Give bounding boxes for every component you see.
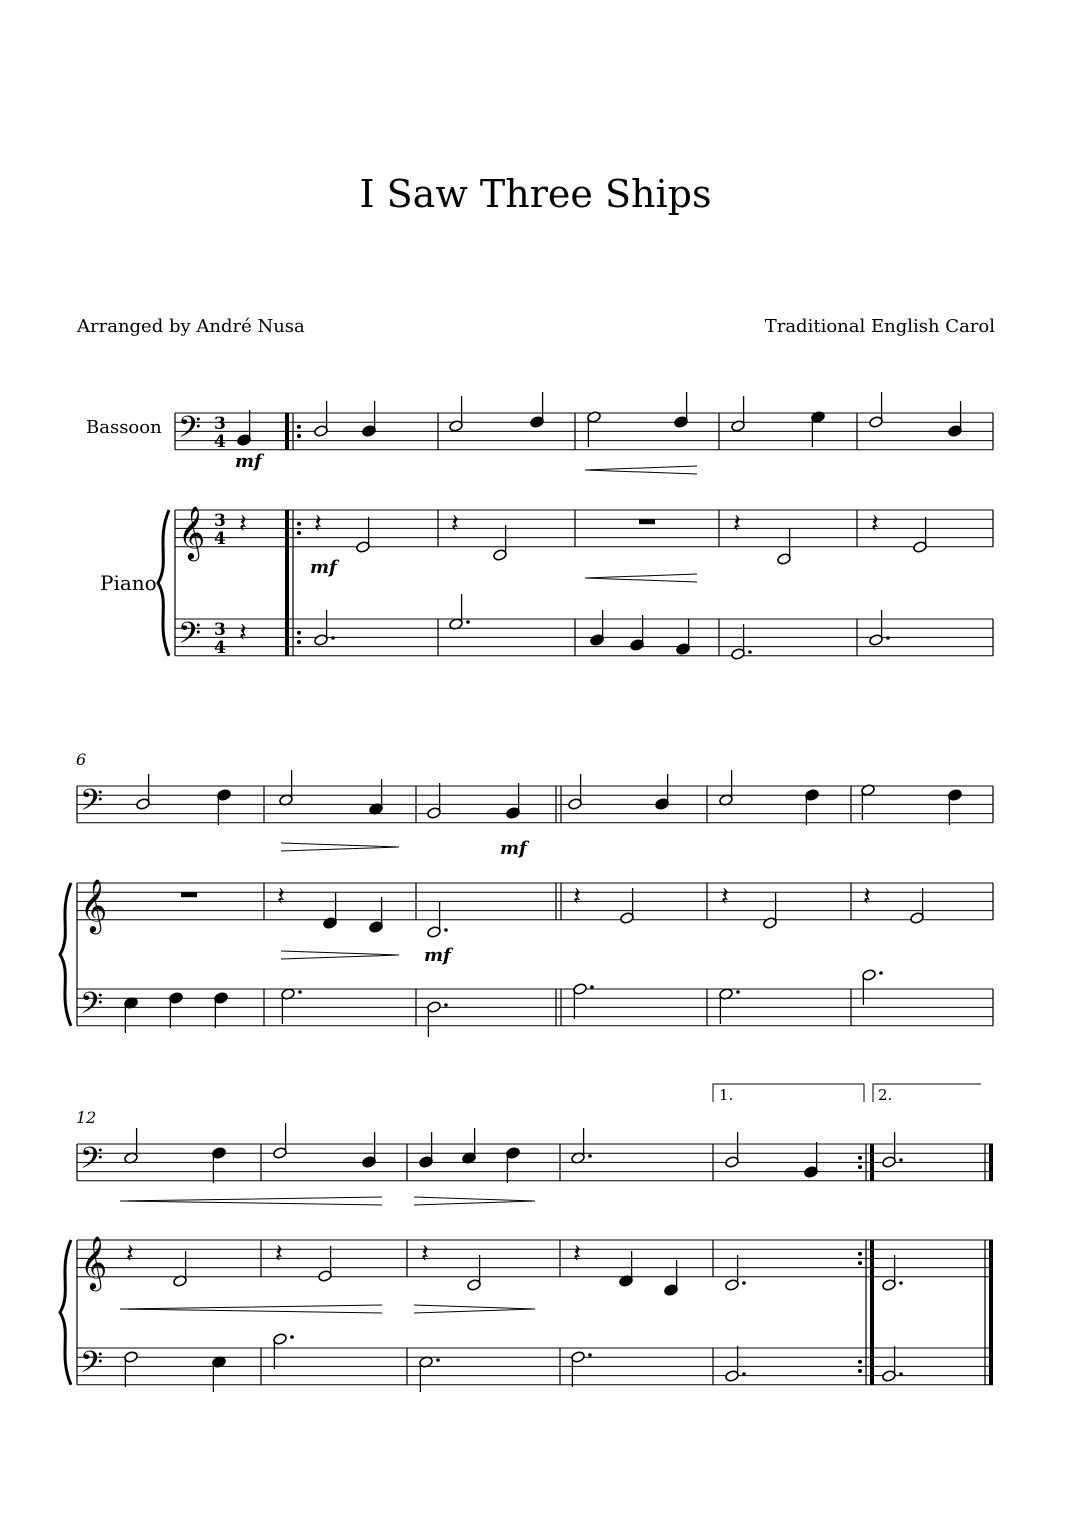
augmentation-dot [444, 1003, 448, 1007]
treble-clef: 𝄞 [80, 878, 108, 932]
decrescendo-hairpin [414, 1197, 535, 1205]
bass-clef: 𝄢 [80, 1346, 104, 1387]
augmentation-dot [748, 650, 752, 654]
score-title: I Saw Three Ships [359, 172, 712, 216]
augmentation-dot [588, 1353, 592, 1357]
repeat-dot [297, 522, 301, 526]
quarter-rest: 𝄽 [277, 882, 285, 912]
augmentation-dot [588, 1154, 592, 1158]
repeat-dot [297, 425, 301, 429]
hairpins-and-brackets [120, 466, 981, 1313]
time-signature-numerator: 3 [214, 414, 226, 434]
time-signature-denominator: 4 [214, 529, 226, 549]
bass-clef: 𝄢 [178, 411, 202, 452]
time-signature-numerator: 3 [214, 511, 226, 531]
volta-bracket-second [873, 1084, 981, 1102]
piano-brace [158, 510, 169, 656]
time-signature-denominator: 4 [214, 432, 226, 452]
barlines [77, 413, 993, 1385]
time-signature-denominator: 4 [214, 638, 226, 658]
dynamic-marking: mf [500, 838, 527, 859]
augmentation-dot [886, 636, 890, 640]
piano-brace [60, 1240, 71, 1385]
treble-clef: 𝄞 [178, 505, 206, 559]
quarter-rest: 𝄽 [239, 509, 247, 539]
arranger-credit: Arranged by André Nusa [77, 316, 305, 337]
quarter-rest: 𝄽 [421, 1239, 429, 1269]
repeat-dot [297, 531, 301, 535]
bass-clef: 𝄢 [80, 784, 104, 825]
time-signature-numerator: 3 [214, 620, 226, 640]
quarter-rest: 𝄽 [451, 509, 459, 539]
quarter-rest: 𝄽 [573, 1239, 581, 1269]
bass-clef: 𝄢 [80, 987, 104, 1028]
repeat-dot [858, 1261, 862, 1265]
treble-clef: 𝄞 [80, 1235, 108, 1289]
clefs [60, 411, 226, 1387]
augmentation-dot [879, 971, 883, 975]
augmentation-dot [899, 1281, 903, 1285]
augmentation-dot [899, 1372, 903, 1376]
quarter-rest: 𝄽 [863, 882, 871, 912]
augmentation-dot [290, 1335, 294, 1339]
repeat-dot [858, 1165, 862, 1169]
dynamic-marking: mf [310, 557, 337, 578]
repeat-dot [858, 1252, 862, 1256]
quarter-rest: 𝄽 [126, 1239, 134, 1269]
crescendo-hairpin [120, 1197, 382, 1205]
repeat-dot [297, 434, 301, 438]
repeat-dot [297, 631, 301, 635]
composer-credit: Traditional English Carol [764, 316, 995, 337]
quarter-rest: 𝄽 [871, 509, 879, 539]
instrument-label-bassoon: Bassoon [86, 417, 162, 438]
measure-number: 12 [76, 1108, 97, 1127]
quarter-rest: 𝄽 [314, 509, 322, 539]
decrescendo-hairpin [281, 951, 399, 959]
augmentation-dot [590, 985, 594, 989]
augmentation-dot [331, 636, 335, 640]
quarter-rest: 𝄽 [239, 618, 247, 648]
repeat-dot [297, 640, 301, 644]
volta-second-ending: 2. [878, 1086, 893, 1104]
augmentation-dot [444, 928, 448, 932]
augmentation-dot [742, 1281, 746, 1285]
staff-lines [77, 413, 993, 1385]
whole-rest [639, 519, 655, 524]
quarter-rest: 𝄽 [275, 1239, 283, 1269]
augmentation-dot [742, 1372, 746, 1376]
dynamic-marking: mf [235, 451, 262, 472]
quarter-rest: 𝄽 [733, 509, 741, 539]
repeat-dot [858, 1360, 862, 1364]
repeat-dot [858, 1156, 862, 1160]
quarter-rest: 𝄽 [573, 882, 581, 912]
dynamic-marking: mf [424, 945, 451, 966]
bass-clef: 𝄢 [80, 1142, 104, 1183]
augmentation-dot [466, 620, 470, 624]
augmentation-dot [298, 990, 302, 994]
augmentation-dot [436, 1358, 440, 1362]
measure-number: 6 [76, 750, 87, 769]
crescendo-hairpin [120, 1305, 382, 1313]
augmentation-dot [736, 990, 740, 994]
volta-bracket-first [713, 1084, 864, 1102]
crescendo-hairpin [585, 574, 697, 582]
augmentation-dot [899, 1158, 903, 1162]
piano-brace [60, 883, 71, 1026]
whole-rest [181, 892, 197, 897]
decrescendo-hairpin [281, 843, 399, 851]
crescendo-hairpin [585, 466, 697, 474]
volta-first-ending: 1. [719, 1086, 734, 1104]
repeat-dot [858, 1369, 862, 1373]
bass-clef: 𝄢 [178, 617, 202, 658]
decrescendo-hairpin [414, 1305, 535, 1313]
quarter-rest: 𝄽 [721, 882, 729, 912]
instrument-label-piano: Piano [100, 571, 157, 595]
